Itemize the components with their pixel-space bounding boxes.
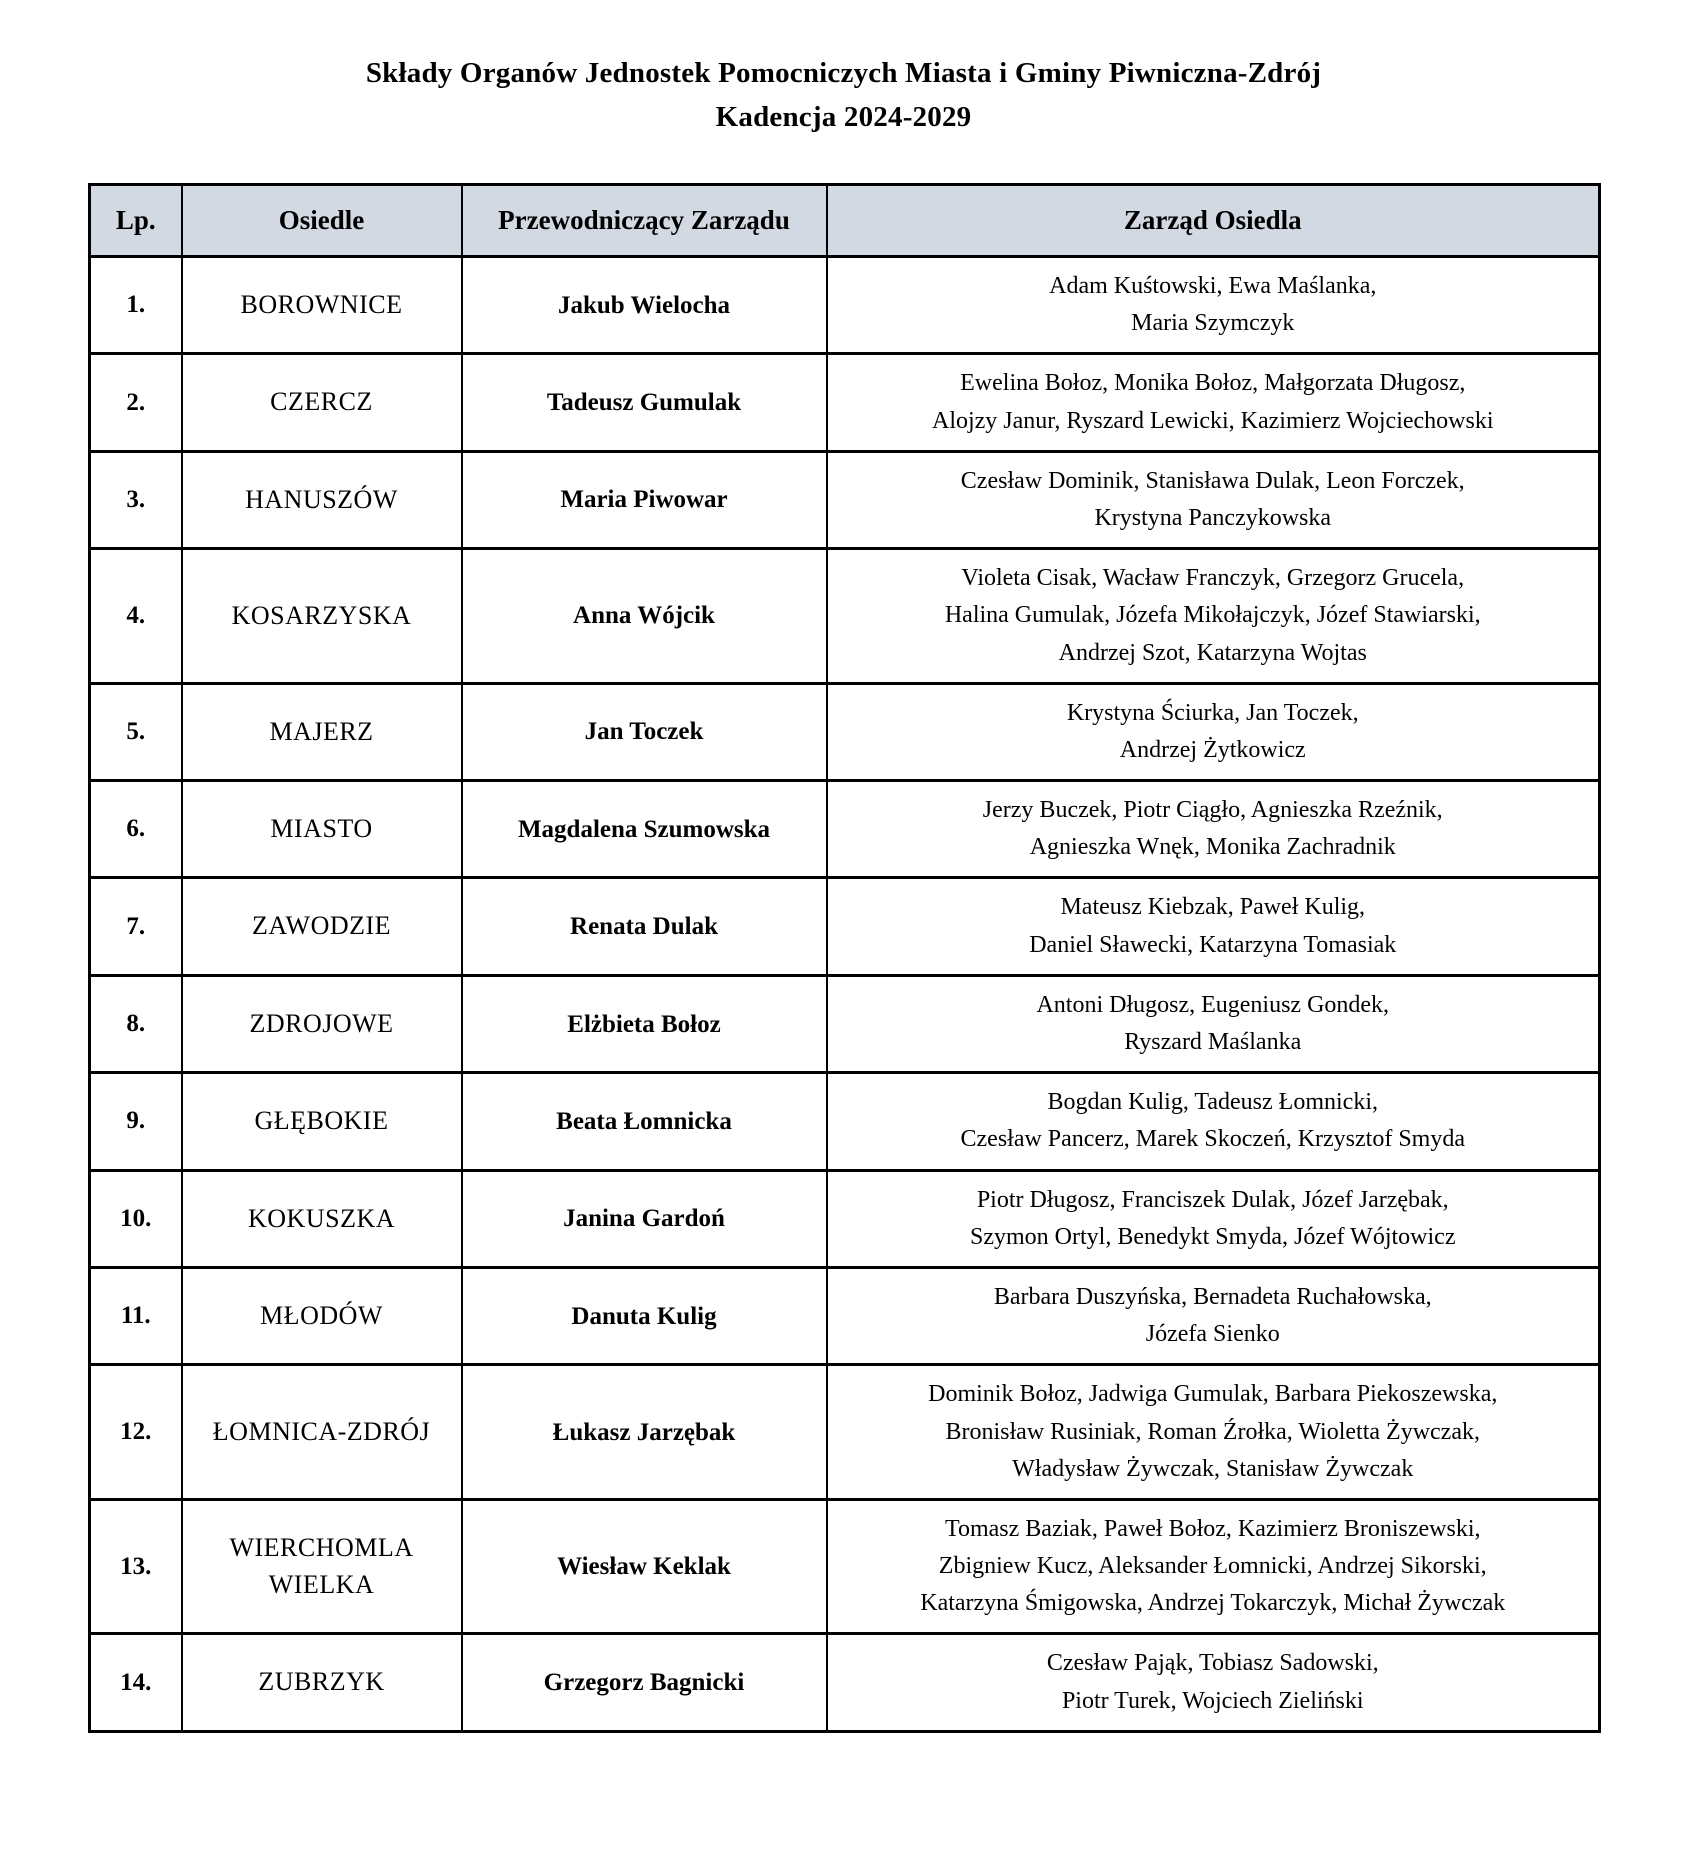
przewodniczacy-cell xyxy=(462,683,827,780)
osiedle-cell xyxy=(182,975,462,1072)
przewodniczacy-value: Beata Łomnicka xyxy=(556,1107,732,1135)
przewodniczacy-cell xyxy=(462,878,827,975)
zarzad-line: Ryszard Maślanka xyxy=(1124,1029,1302,1055)
zarzad-cell xyxy=(827,781,1600,878)
osiedle-cell xyxy=(182,1634,462,1731)
zarzad-line: Violeta Cisak, Wacław Franczyk, Grzegorz Grucela, xyxy=(961,565,1465,592)
lp-value: 5. xyxy=(126,717,146,745)
table-row xyxy=(90,878,1600,975)
table-row xyxy=(90,1634,1600,1731)
przewodniczacy-cell xyxy=(462,1499,827,1634)
zarzad-line: Alojzy Janur, Ryszard Lewicki, Kazimierz Wojciechowski xyxy=(931,407,1494,434)
lp-value: 14. xyxy=(120,1668,152,1696)
zarzad-line: Mateusz Kiebzak, Paweł Kulig, xyxy=(1060,894,1366,921)
przewodniczacy-cell xyxy=(462,354,827,451)
zarzad-line: Piotr Turek, Wojciech Zieliński xyxy=(1061,1687,1364,1714)
zarzad-cell xyxy=(827,1267,1600,1364)
page-title xyxy=(0,52,1687,139)
column-header-przewodniczacy: Przewodniczący Zarządu xyxy=(462,185,827,257)
table-body xyxy=(90,257,1600,1732)
przewodniczacy-value: Magdalena Szumowska xyxy=(517,815,771,843)
przewodniczacy-value: Elżbieta Bołoz xyxy=(567,1010,721,1038)
lp-cell xyxy=(90,1267,182,1364)
przewodniczacy-value: Anna Wójcik xyxy=(573,602,715,630)
osiedle-value: MAJERZ xyxy=(269,716,374,746)
zarzad-line: Dominik Bołoz, Jadwiga Gumulak, Barbara Piekoszewska, xyxy=(928,1381,1498,1408)
przewodniczacy-value: Tadeusz Gumulak xyxy=(546,389,742,417)
osiedle-value: BOROWNICE xyxy=(240,289,403,319)
lp-cell xyxy=(90,1170,182,1267)
zarzad-cell xyxy=(827,1365,1600,1500)
page-title-line-2: Kadencja 2024-2029 xyxy=(715,100,972,133)
table-row xyxy=(90,1170,1600,1267)
zarzad-cell xyxy=(827,975,1600,1072)
lp-cell xyxy=(90,1073,182,1170)
column-header-zarzad: Zarząd Osiedla xyxy=(827,185,1600,257)
przewodniczacy-value: Danuta Kulig xyxy=(571,1302,717,1330)
lp-cell xyxy=(90,1634,182,1731)
lp-value: 2. xyxy=(126,388,146,416)
zarzad-line: Jerzy Buczek, Piotr Ciągło, Agnieszka Rzeźnik, xyxy=(982,797,1443,824)
page-title-line-1: Składy Organów Jednostek Pomocniczych Miasta i Gminy Piwniczna-Zdrój xyxy=(365,57,1322,89)
osiedle-value: HANUSZÓW xyxy=(245,484,398,514)
lp-cell xyxy=(90,1365,182,1500)
przewodniczacy-value: Wiesław Keklak xyxy=(557,1553,731,1581)
lp-value: 12. xyxy=(120,1418,152,1446)
zarzad-line: Józefa Sienko xyxy=(1145,1321,1280,1348)
zarzad-cell xyxy=(827,451,1600,548)
zarzad-line: Daniel Sławecki, Katarzyna Tomasiak xyxy=(1029,931,1397,958)
przewodniczacy-cell xyxy=(462,1634,827,1731)
zarzad-cell xyxy=(827,1170,1600,1267)
zarzad-line: Władysław Żywczak, Stanisław Żywczak xyxy=(1012,1455,1414,1482)
zarzad-line: Antoni Długosz, Eugeniusz Gondek, xyxy=(1036,991,1390,1018)
osiedle-value: GŁĘBOKIE xyxy=(254,1106,389,1136)
zarzad-line: Zbigniew Kucz, Aleksander Łomnicki, Andrzej Sikorski, xyxy=(938,1553,1487,1580)
osiedle-value: KOKUSZKA xyxy=(248,1203,395,1233)
przewodniczacy-cell xyxy=(462,1365,827,1500)
zarzad-line: Adam Kuśtowski, Ewa Maślanka, xyxy=(1049,273,1377,299)
osiedle-cell xyxy=(182,549,462,684)
zarzad-line: Ewelina Bołoz, Monika Bołoz, Małgorzata Długosz, xyxy=(960,370,1466,397)
zarzad-line: Agnieszka Wnęk, Monika Zachradnik xyxy=(1029,834,1396,861)
zarzad-line: Krystyna Ściurka, Jan Toczek, xyxy=(1066,699,1359,726)
przewodniczacy-cell xyxy=(462,1073,827,1170)
zarzad-line: Czesław Pancerz, Marek Skoczeń, Krzysztof Smyda xyxy=(960,1126,1465,1153)
zarzad-line: Krystyna Panczykowska xyxy=(1094,504,1332,531)
przewodniczacy-cell xyxy=(462,1267,827,1364)
przewodniczacy-value: Renata Dulak xyxy=(570,913,718,941)
osiedle-value: ŁOMNICA-ZDRÓJ xyxy=(212,1416,431,1446)
przewodniczacy-value: Janina Gardoń xyxy=(563,1205,725,1233)
zarzad-line: Piotr Długosz, Franciszek Dulak, Józef Jarzębak, xyxy=(976,1186,1449,1213)
zarzad-line: Andrzej Żytkowicz xyxy=(1119,736,1306,763)
zarzad-cell xyxy=(827,549,1600,684)
zarzad-cell xyxy=(827,683,1600,780)
zarzad-cell xyxy=(827,354,1600,451)
lp-value: 13. xyxy=(120,1552,152,1580)
osiedle-cell xyxy=(182,1170,462,1267)
table-row xyxy=(90,1267,1600,1364)
przewodniczacy-cell xyxy=(462,781,827,878)
column-header-lp: Lp. xyxy=(90,185,182,257)
przewodniczacy-value: Jakub Wielocha xyxy=(557,291,731,319)
zarzad-line: Barbara Duszyńska, Bernadeta Ruchałowska, xyxy=(993,1283,1432,1310)
lp-cell xyxy=(90,354,182,451)
przewodniczacy-value: Grzegorz Bagnicki xyxy=(543,1669,745,1697)
table-row xyxy=(90,1365,1600,1500)
lp-cell xyxy=(90,683,182,780)
table-row xyxy=(90,549,1600,684)
osiedle-value: ZDROJOWE xyxy=(249,1008,394,1038)
zarzad-line: Katarzyna Śmigowska, Andrzej Tokarczyk, Michał Żywczak xyxy=(920,1590,1506,1617)
osiedle-cell xyxy=(182,354,462,451)
table-row xyxy=(90,781,1600,878)
table-row xyxy=(90,975,1600,1072)
osiedle-value: ZAWODZIE xyxy=(251,911,392,941)
osiedle-value: KOSARZYSKA xyxy=(231,600,412,630)
table-row xyxy=(90,1499,1600,1634)
table-header xyxy=(90,185,1600,257)
przewodniczacy-cell xyxy=(462,975,827,1072)
lp-cell xyxy=(90,257,182,354)
table-row xyxy=(90,257,1600,354)
lp-value: 8. xyxy=(126,1010,146,1037)
zarzad-line: Maria Szymczyk xyxy=(1131,310,1295,337)
lp-cell xyxy=(90,975,182,1072)
zarzad-line: Bronisław Rusiniak, Roman Źrołka, Wioletta Żywczak, xyxy=(945,1418,1480,1445)
lp-value: 7. xyxy=(126,912,146,940)
table-header-row xyxy=(90,185,1600,257)
osiedle-value: MIASTO xyxy=(270,814,373,844)
column-header-osiedle: Osiedle xyxy=(182,185,462,257)
lp-cell xyxy=(90,451,182,548)
przewodniczacy-value: Maria Piwowar xyxy=(560,486,728,514)
lp-value: 1. xyxy=(126,291,146,319)
zarzad-line: Halina Gumulak, Józefa Mikołajczyk, Józef Stawiarski, xyxy=(944,602,1481,629)
lp-value: 6. xyxy=(126,815,146,843)
osiedle-cell xyxy=(182,257,462,354)
lp-value: 9. xyxy=(126,1107,146,1135)
przewodniczacy-cell xyxy=(462,451,827,548)
zarzad-line: Bogdan Kulig, Tadeusz Łomnicki, xyxy=(1047,1089,1378,1116)
osiedle-cell xyxy=(182,878,462,975)
zarzad-line: Tomasz Baziak, Paweł Bołoz, Kazimierz Broniszewski, xyxy=(945,1515,1481,1542)
table-row xyxy=(90,451,1600,548)
lp-value: 11. xyxy=(120,1302,151,1330)
roster-table xyxy=(88,183,1601,1733)
zarzad-line: Czesław Pająk, Tobiasz Sadowski, xyxy=(1046,1650,1379,1677)
lp-cell xyxy=(90,1499,182,1634)
lp-value: 10. xyxy=(120,1204,152,1232)
table-row xyxy=(90,1073,1600,1170)
przewodniczacy-cell xyxy=(462,549,827,684)
zarzad-cell xyxy=(827,1073,1600,1170)
osiedle-cell xyxy=(182,1073,462,1170)
przewodniczacy-cell xyxy=(462,257,827,354)
osiedle-cell xyxy=(182,1499,462,1634)
zarzad-line: Szymon Ortyl, Benedykt Smyda, Józef Wójtowicz xyxy=(970,1223,1456,1250)
zarzad-cell xyxy=(827,878,1600,975)
table-row xyxy=(90,683,1600,780)
zarzad-line: Czesław Dominik, Stanisława Dulak, Leon Forczek, xyxy=(960,467,1465,494)
lp-value: 4. xyxy=(126,601,146,629)
osiedle-value: MŁODÓW xyxy=(260,1300,383,1330)
zarzad-cell xyxy=(827,1499,1600,1634)
osiedle-value: CZERCZ xyxy=(270,387,373,417)
table-row xyxy=(90,354,1600,451)
lp-cell xyxy=(90,781,182,878)
osiedle-cell xyxy=(182,781,462,878)
przewodniczacy-value: Jan Toczek xyxy=(584,718,704,746)
osiedle-cell xyxy=(182,1365,462,1500)
lp-value: 3. xyxy=(126,485,146,513)
zarzad-cell xyxy=(827,257,1600,354)
osiedle-cell xyxy=(182,451,462,548)
zarzad-line: Andrzej Szot, Katarzyna Wojtas xyxy=(1058,639,1367,666)
lp-cell xyxy=(90,549,182,684)
przewodniczacy-cell xyxy=(462,1170,827,1267)
zarzad-cell xyxy=(827,1634,1600,1731)
osiedle-value: WIERCHOMLA WIELKA xyxy=(229,1533,414,1599)
przewodniczacy-value: Łukasz Jarzębak xyxy=(552,1418,736,1446)
lp-cell xyxy=(90,878,182,975)
osiedle-value: ZUBRZYK xyxy=(258,1667,385,1697)
osiedle-cell xyxy=(182,1267,462,1364)
osiedle-cell xyxy=(182,683,462,780)
